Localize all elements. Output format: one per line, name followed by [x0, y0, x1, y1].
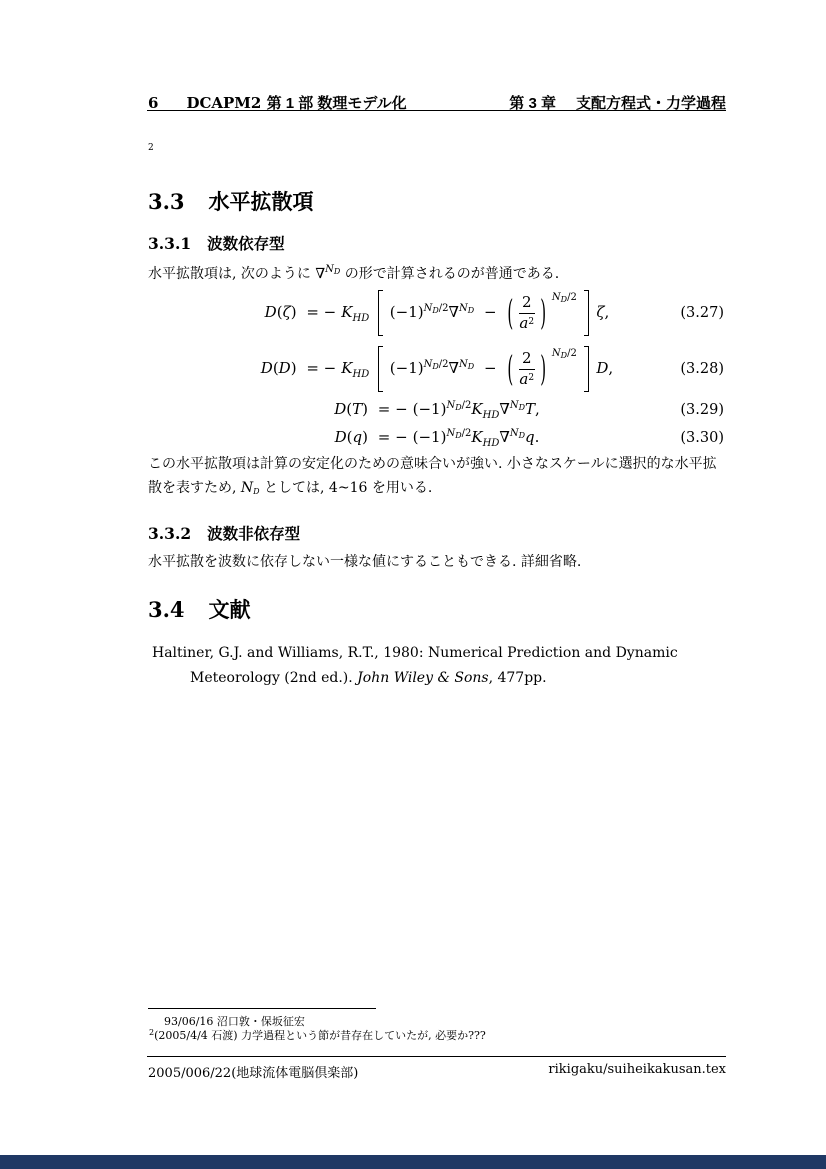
footnote-line-1: 93/06/16 沼口敦・保坂征宏 [164, 1015, 305, 1028]
big-paren-right: ) [540, 348, 547, 390]
footer-rule [147, 1056, 726, 1057]
reference-list [152, 641, 726, 691]
subsection-number: 3.3.1 [148, 234, 192, 253]
stray-footnote-mark: 2 [148, 143, 154, 153]
footnote-mark: 2 [149, 1028, 155, 1037]
header-rule [147, 110, 726, 111]
header-part-title: 第 1 部 数理モデル化 [266, 95, 407, 112]
left-bracket [378, 290, 383, 336]
section-title: 水平拡散項 [208, 191, 314, 214]
fraction-2-over-a2: $\frac{2}{a^2}$ [519, 349, 535, 388]
reference-text: Haltiner, G.J. and Williams, R.T., 1980: Numerical Prediction and Dynamic Meteorology (2nd ed.). [152, 645, 678, 686]
equation-number: (3.30) [680, 430, 724, 446]
reference-text: , 477pp. [488, 670, 547, 686]
section-number: 3.3 [148, 189, 185, 214]
paragraph-text: としては, 4~16 を用いる. [259, 480, 433, 496]
paragraph-text: の形で計算されるのが普通である. [340, 266, 560, 282]
page-footer [148, 1062, 726, 1081]
subsection-title: 波数非依存型 [207, 526, 301, 543]
equation-number: (3.27) [680, 305, 724, 321]
equation-body: D(q) = − $(-1)^{N_D/2}K_{HD}\nabla^{N_D}q$. [334, 427, 540, 449]
paragraph-wavenumber-dependent [148, 258, 726, 286]
paragraph-text: 水平拡散項は, 次のように [148, 266, 316, 282]
subsection-3-3-1-heading [148, 232, 285, 254]
equation-number: (3.28) [680, 361, 724, 377]
inline-math-nd: ND [240, 480, 260, 496]
equation-3-30 [148, 426, 726, 450]
subsection-title: 波数依存型 [207, 236, 285, 253]
right-bracket [584, 290, 589, 336]
equation-body: D(T) = − $(-1)^{N_D/2}K_{HD}\nabla^{N_D}T$, [334, 399, 540, 421]
equation-number: (3.29) [680, 402, 724, 418]
page-number: 6 [148, 94, 159, 112]
inline-math-nabla-nd: ∇$^{N_D}$ [315, 264, 341, 282]
footer-right: rikigaku/suiheikakusan.tex [548, 1062, 726, 1077]
footnote-text: (2005/4/4 石渡) 力学過程という節が昔存在していたが, 必要か??? [154, 1029, 486, 1042]
header-chapter-number: 第 3 章 [509, 95, 556, 112]
section-title: 文献 [208, 599, 251, 622]
right-bracket [584, 346, 589, 392]
big-paren-left: ( [507, 348, 514, 390]
footnote-rule [148, 1008, 376, 1009]
fraction-2-over-a2: $\frac{2}{a^2}$ [519, 293, 535, 332]
equation-3-29 [148, 398, 726, 422]
section-number: 3.4 [148, 597, 185, 622]
equation-body: D(D) = − $K_{HD}$ $(-1)^{N_D/2}\nabla^{N_D}$ − ( $\frac{2}{a^2}$ ) $^{N_D/2}$ D, [261, 346, 613, 392]
paragraph-text: この水平拡散項は計算の安定化のための意味合いが強い. 小さなスケールに選択的な水平拡散を表すため, [148, 456, 717, 496]
reference-publisher: John Wiley & Sons [357, 670, 489, 686]
footnote-line-2 [149, 1027, 486, 1043]
subsection-number: 3.3.2 [148, 524, 192, 543]
equation-body: D(ζ) = − $K_{HD}$ $(-1)^{N_D/2}\nabla^{N_D}$ − ( $\frac{2}{a^2}$ ) $^{N_D/2}$ ζ, [265, 290, 610, 336]
big-paren-right: ) [540, 292, 547, 334]
header-chapter-title: 支配方程式・力学過程 [575, 95, 726, 112]
subsection-3-3-2-heading [148, 522, 300, 544]
header-work-title: DCAPM2 [186, 94, 262, 112]
section-3-3-heading [148, 186, 314, 216]
big-paren-left: ( [507, 292, 514, 334]
section-3-4-heading [148, 594, 251, 624]
paragraph-wavenumber-independent: 水平拡散を波数に依存しない一様な値にすることもできる. 詳細省略. [148, 554, 582, 570]
equation-3-27 [148, 285, 726, 341]
left-bracket [378, 346, 383, 392]
reference-entry [152, 641, 726, 691]
paragraph-stabilization [148, 452, 726, 504]
equation-3-28 [148, 341, 726, 397]
bottom-bar [0, 1155, 826, 1169]
footer-left: 2005/006/22(地球流体電脳倶楽部) [148, 1066, 359, 1081]
